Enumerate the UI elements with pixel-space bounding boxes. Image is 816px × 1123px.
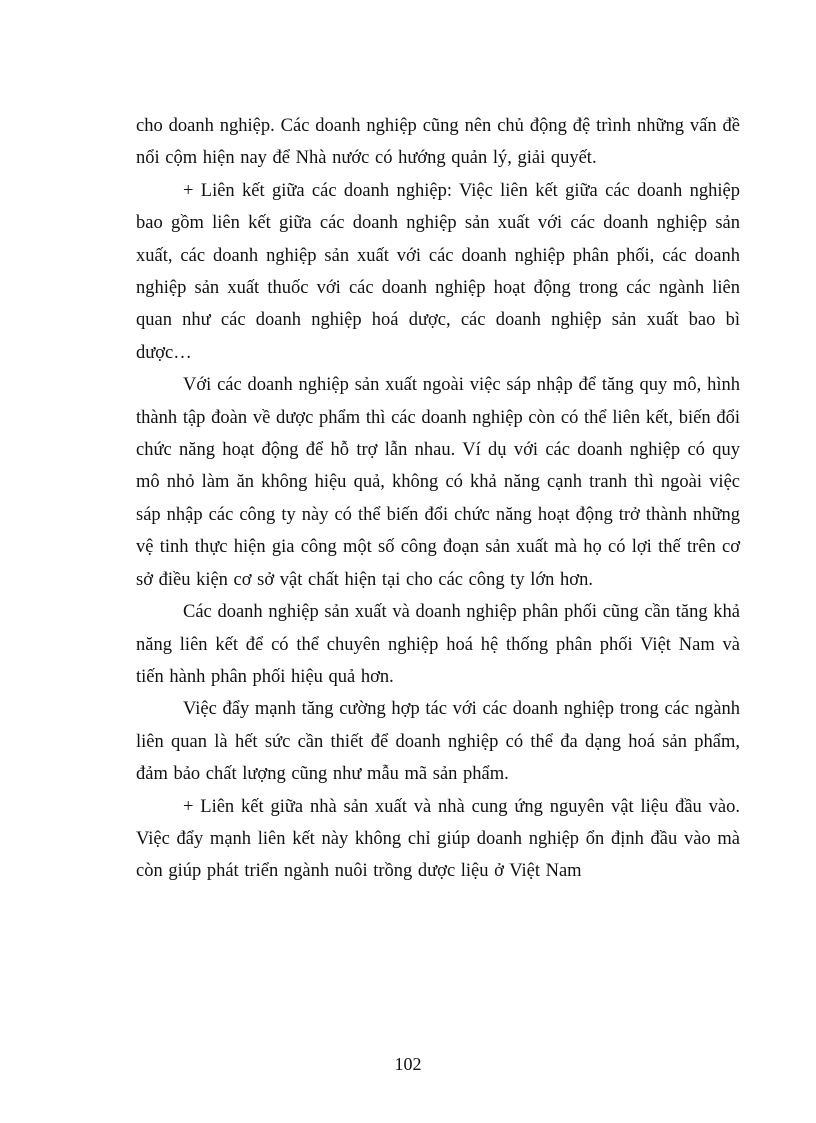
paragraph-inter-enterprise-links: + Liên kết giữa các doanh nghiệp: Việc liên kết giữa các doanh nghiệp bao gồm liên kết giữa các doanh nghiệp sản xuất với các doanh nghiệp sản xuất, các doanh nghiệp sản xuất với các doanh nghiệp phân phối, các doanh nghiệp sản xuất thuốc với các doanh nghiệp hoạt động trong các ngành liên quan như các doanh nghiệp hoá dược, các doanh nghiệp sản xuất bao bì dược… xyxy=(136,180,740,363)
page-body xyxy=(136,110,740,888)
paragraph-manufacturers: Với các doanh nghiệp sản xuất ngoài việc sáp nhập để tăng quy mô, hình thành tập đoàn về dược phẩm thì các doanh nghiệp còn có thể liên kết, biến đổi chức năng hoạt động để hỗ trợ lẫn nhau. Ví dụ với các doanh nghiệp có quy mô nhỏ làm ăn không hiệu quả, không có khả năng cạnh tranh thì ngoài việc sáp nhập các công ty này có thể biến đổi chức năng hoạt động trở thành những vệ tinh thực hiện gia công một số công đoạn sản xuất mà họ có lợi thế trên cơ sở điều kiện cơ sở vật chất hiện tại cho các công ty lớn hơn. xyxy=(136,375,740,590)
page-number: 102 xyxy=(394,1054,422,1074)
paragraph-cooperation: Việc đẩy mạnh tăng cường hợp tác với các doanh nghiệp trong các ngành liên quan là hết sức cần thiết để doanh nghiệp có thể đa dạng hoá sản phẩm, đảm bảo chất lượng cũng như mẫu mã sản phẩm. xyxy=(136,699,740,785)
paragraph-continuation: cho doanh nghiệp. Các doanh nghiệp cũng nên chủ động đệ trình những vấn đề nổi cộm hiện nay để Nhà nước có hướng quản lý, giải quyết. xyxy=(136,116,740,169)
paragraph-distribution: Các doanh nghiệp sản xuất và doanh nghiệp phân phối cũng cần tăng khả năng liên kết để có thể chuyên nghiệp hoá hệ thống phân phối Việt Nam và tiến hành phân phối hiệu quả hơn. xyxy=(136,602,740,687)
paragraph-supplier-links: + Liên kết giữa nhà sản xuất và nhà cung ứng nguyên vật liệu đầu vào. Việc đẩy mạnh liên kết này không chỉ giúp doanh nghiệp ổn định đầu vào mà còn giúp phát triển ngành nuôi trồng dược liệu ở Việt Nam xyxy=(136,796,740,882)
